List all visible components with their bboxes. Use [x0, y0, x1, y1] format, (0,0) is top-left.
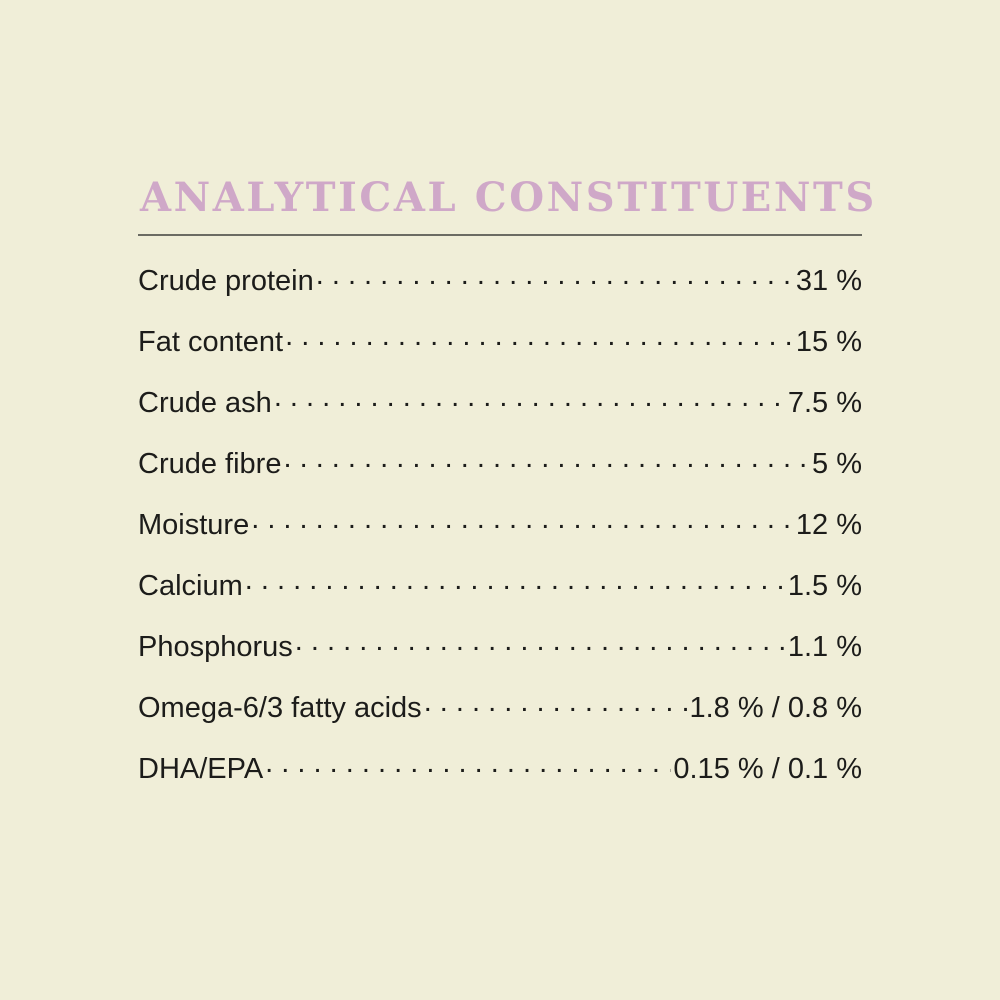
- analytical-constituents-panel: [138, 174, 877, 797]
- constituent-label: Crude fibre: [138, 448, 282, 480]
- list-item: [138, 614, 862, 675]
- constituent-label: Omega-6/3 fatty acids: [138, 692, 422, 724]
- leader-dots: [251, 505, 794, 534]
- constituent-value: 0.15 % / 0.1 %: [673, 753, 862, 785]
- constituent-value: 12 %: [795, 509, 862, 541]
- list-item: [138, 431, 862, 492]
- constituent-label: Crude ash: [138, 387, 272, 419]
- list-item: [138, 492, 862, 553]
- leader-dots: [245, 566, 786, 595]
- list-item: [138, 370, 862, 431]
- leader-dots: [283, 444, 810, 473]
- title-divider: [138, 234, 862, 236]
- leader-dots: [265, 749, 671, 778]
- constituents-list: [138, 242, 862, 797]
- constituent-value: 1.1 %: [787, 631, 862, 663]
- leader-dots: [424, 688, 688, 717]
- constituent-value: 5 %: [812, 448, 862, 480]
- constituent-label: Calcium: [138, 570, 243, 602]
- constituent-value: 1.5 %: [787, 570, 862, 602]
- list-item: [138, 675, 862, 736]
- constituent-label: Moisture: [138, 509, 250, 541]
- constituent-label: Fat content: [138, 326, 284, 358]
- leader-dots: [274, 383, 786, 412]
- list-item: [138, 248, 862, 309]
- list-item: [138, 736, 862, 797]
- leader-dots: [285, 322, 794, 351]
- list-item: [138, 553, 862, 614]
- constituent-value: 31 %: [795, 265, 862, 297]
- constituent-label: Phosphorus: [138, 631, 293, 663]
- constituent-label: Crude protein: [138, 265, 314, 297]
- list-item: [138, 309, 862, 370]
- page-title: ANALYTICAL CONSTITUENTS: [140, 174, 877, 221]
- constituent-value: 15 %: [795, 326, 862, 358]
- leader-dots: [295, 627, 786, 656]
- leader-dots: [316, 261, 794, 290]
- constituent-value: 7.5 %: [787, 387, 862, 419]
- constituent-label: DHA/EPA: [138, 753, 264, 785]
- constituent-value: 1.8 % / 0.8 %: [689, 692, 862, 724]
